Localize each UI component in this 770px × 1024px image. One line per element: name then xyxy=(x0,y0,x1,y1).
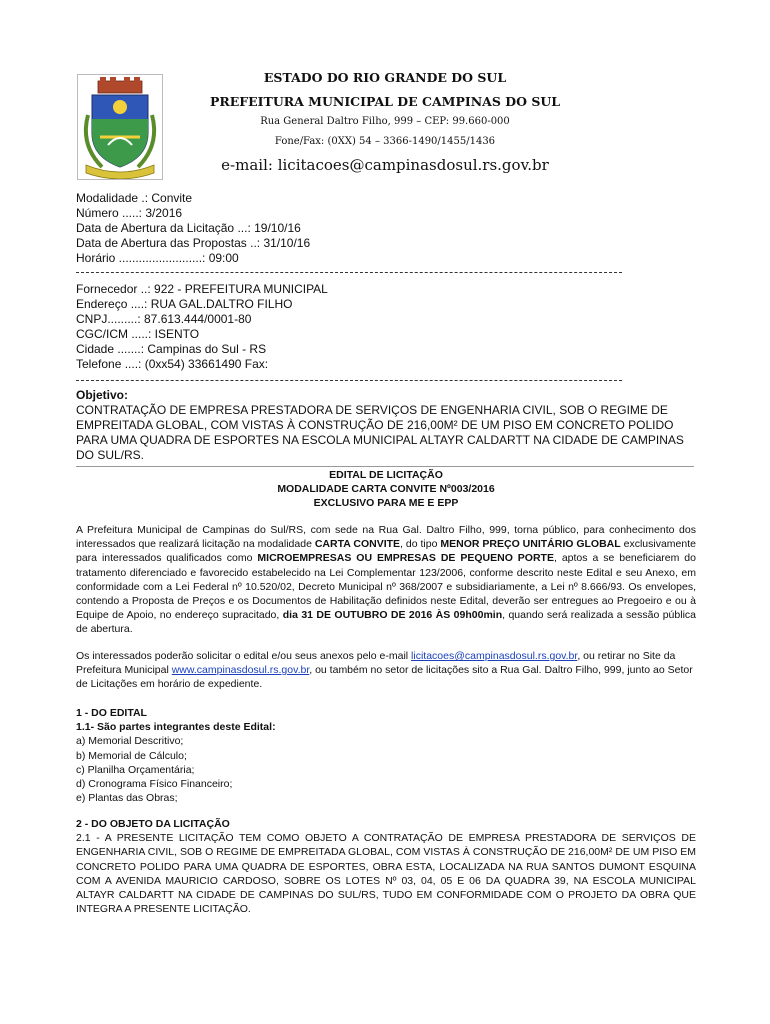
telefone: Telefone ....: (0xx54) 33661490 Fax: xyxy=(76,357,269,371)
header-city-hall: PREFEITURA MUNICIPAL DE CAMPINAS DO SUL xyxy=(209,94,561,109)
objetivo-text: CONTRATAÇÃO DE EMPRESA PRESTADORA DE SERVIÇOS DE ENGENHARIA CIVIL, SOB O REGIME DE EMPREITADA GLOBAL, COM VISTAS À CONSTRUÇÃO DE 216,00M² DE UM PISO EM CONCRETO POLIDO PARA UMA QUADRA DE ESPORTES NA ESCOLA MUNICIPAL ALTAYR CALDARTT NA CIDADE DE CAMPINAS DO SUL/RS. xyxy=(76,403,684,462)
para-text: Os interessados poderão solicitar o edital e/ou seus anexos pelo e-mail xyxy=(76,650,412,662)
edital-modalidade: MODALIDADE CARTA CONVITE Nº003/2016 xyxy=(277,483,495,495)
edital-title: EDITAL DE LICITAÇÃO xyxy=(329,469,443,481)
para-bold: CARTA CONVITE xyxy=(314,538,401,551)
section-2 xyxy=(76,817,696,916)
dashed-separator xyxy=(76,380,622,381)
horario: Horário .........................: 09:00 xyxy=(76,251,239,265)
section-2-text: 2.1 - A PRESENTE LICITAÇÃO TEM COMO OBJETO A CONTRATAÇÃO DE EMPRESA PRESTADORA DE SERVIÇOS DE ENGENHARIA CIVIL, SOB O REGIME DE EMPREITADA GLOBAL, COM VISTAS À CONSTRUÇÃO DE 216,00M² DE UM PISO EM CONCRETO POLIDO PARA UMA QUADRA DE ESPORTES, OBRA ESTA, LOCALIZADA NA RUA SANTOS DUMONT ESQUINA COM A AVENIDA MAURICIO CARDOSO, SOBRE OS LOTES Nº 03, 04, 05 E 06 DA QUADRA 39, NA ESCOLA MUNICIPAL ALTAYR CALDARTT NA CIDADE DE CAMPINAS DO SUL/RS, TUDO EM CONFORMIDADE COM O PROJETO DA OBRA QUE INTEGRA A PRESENTE LICITAÇÃO. xyxy=(76,832,696,916)
fornecedor: Fornecedor ..: 922 - PREFEITURA MUNICIPAL xyxy=(76,282,328,296)
header-address: Rua General Daltro Filho, 999 – CEP: 99.660-000 xyxy=(260,116,510,127)
list-item: a) Memorial Descritivo; xyxy=(76,735,184,748)
list-item: e) Plantas das Obras; xyxy=(76,792,178,805)
section-1-subtitle: 1.1- São partes integrantes deste Edital: xyxy=(76,721,276,734)
cnpj: CNPJ.........: 87.613.444/0001-80 xyxy=(76,312,252,326)
list-item: c) Planilha Orçamentária; xyxy=(76,763,195,776)
dashed-separator xyxy=(76,272,622,273)
email-link[interactable]: licitacoes@campinasdosul.rs.gov.br xyxy=(411,650,578,662)
intro-paragraph xyxy=(76,523,696,637)
para-text: , quando será realizada a sessão pública de abertura. xyxy=(76,609,696,636)
licitacao-block xyxy=(76,191,696,266)
header-phone: Fone/Fax: (0XX) 54 – 3366-1490/1455/1436 xyxy=(274,136,496,147)
para-bold: MICROEMPRESAS OU EMPRESAS DE PEQUENO PORTE xyxy=(257,552,554,565)
list-item: d) Cronograma Físico Financeiro; xyxy=(76,778,233,791)
section-1-title: 1 - DO EDITAL xyxy=(76,707,147,719)
section-2-title: 2 - DO OBJETO DA LICITAÇÃO xyxy=(76,818,230,830)
section-1 xyxy=(76,706,696,805)
contact-paragraph xyxy=(76,649,696,692)
objetivo-block xyxy=(76,388,696,463)
numero: Número .....: 3/2016 xyxy=(76,206,183,220)
edital-exclusivo: EXCLUSIVO PARA ME E EPP xyxy=(313,497,459,509)
cidade: Cidade .......: Campinas do Sul - RS xyxy=(76,342,267,356)
data-abertura: Data de Abertura da Licitação ...: 19/10/16 xyxy=(76,221,301,235)
para-bold: dia 31 DE OUTUBRO DE 2016 ÀS 09h00min xyxy=(282,609,503,622)
para-text: , aptos a se beneficiarem do tratamento diferenciado e favorecido estabelecido na Lei Complementar 123/2006, conforme descrito neste Edital e seu Anexo, em conformidade com a Lei Federal nº 10.520/02, Decreto Municipal nº 368/2007 e subsidiariamente, a Lei nº 8.666/93. Os envelopes, contendo a Proposta de Preços e os Documentos de Habilitação definidos neste Edital, deverão ser entregues ao Pregoeiro e ou à Equipe de Apoio, no endereço supracitado, xyxy=(76,552,696,622)
list-item: b) Memorial de Cálculo; xyxy=(76,749,187,762)
para-text: exclusivamente para interessados qualificados como xyxy=(76,538,696,565)
header-state: ESTADO DO RIO GRANDE DO SUL xyxy=(263,70,507,85)
para-text: , ou também no setor de licitações sito a Rua Gal. Daltro Filho, 999, junto ao Setor de Licitações em horário de expediente. xyxy=(76,664,693,691)
solid-separator xyxy=(76,466,694,467)
coat-of-arms-logo xyxy=(77,74,163,180)
para-text: , ou retirar no Site da Prefeitura Municipal xyxy=(76,650,676,677)
para-text: A Prefeitura Municipal de Campinas do Sul/RS, com sede na Rua Gal. Daltro Filho, 999, torna público, para conhecimento dos interessados que realizará licitação na modalidade xyxy=(76,524,696,551)
fornecedor-block xyxy=(76,282,696,372)
modalidade: Modalidade .: Convite xyxy=(76,191,193,205)
header-email: e-mail: licitacoes@campinasdosul.rs.gov.br xyxy=(221,156,549,174)
para-bold: MENOR PREÇO UNITÁRIO GLOBAL xyxy=(440,538,621,551)
data-propostas: Data de Abertura das Propostas ..: 31/10/16 xyxy=(76,236,311,250)
site-link[interactable]: www.campinasdosul.rs.gov.br xyxy=(171,664,310,677)
para-text: , do tipo xyxy=(400,538,441,551)
objetivo-label: Objetivo: xyxy=(76,388,129,402)
edital-title-block xyxy=(76,468,696,510)
endereco: Endereço ....: RUA GAL.DALTRO FILHO xyxy=(76,297,293,311)
cgc: CGC/ICM .....: ISENTO xyxy=(76,327,200,341)
